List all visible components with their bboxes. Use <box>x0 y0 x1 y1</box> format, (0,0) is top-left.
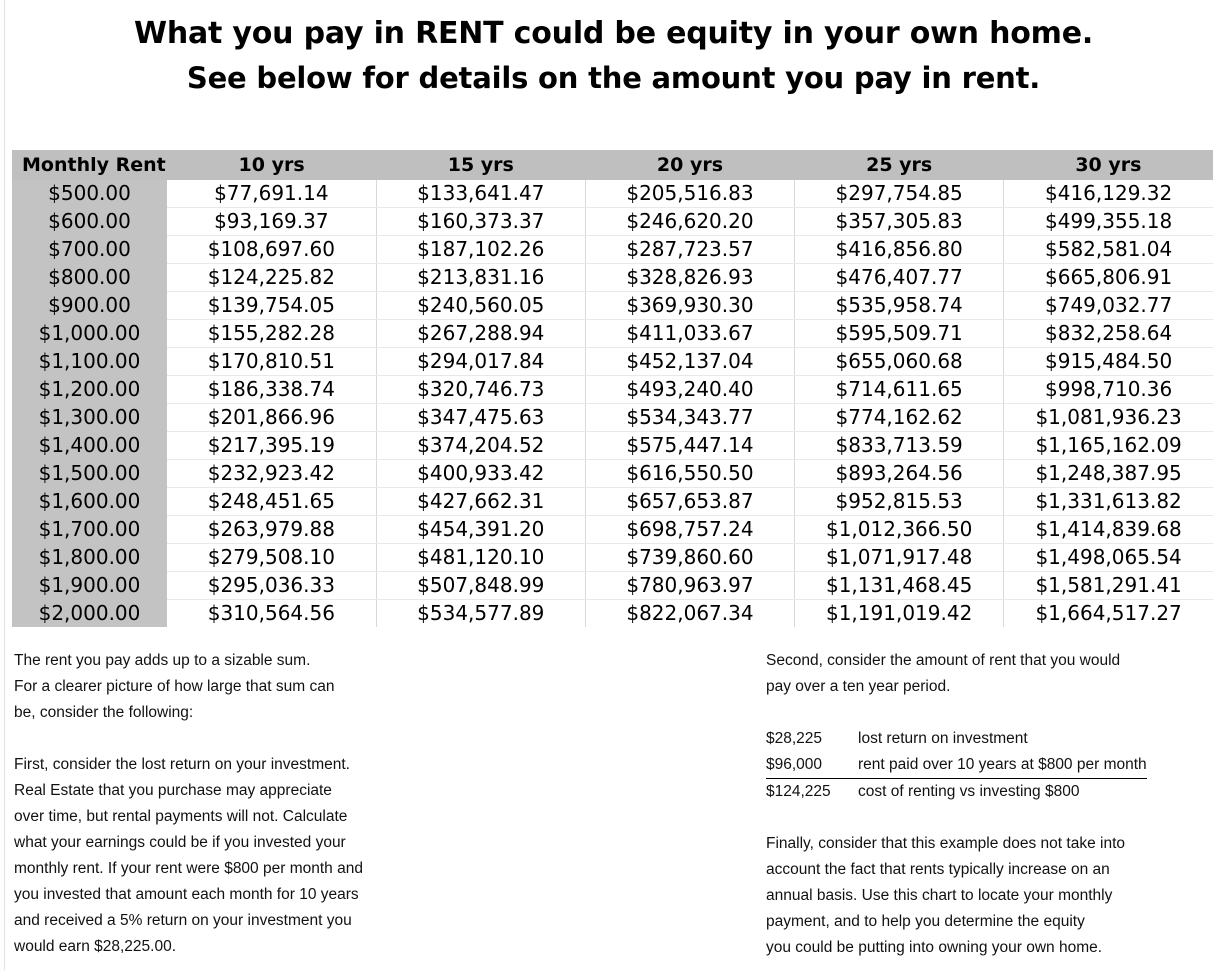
equity-value-cell: $499,355.18 <box>1004 208 1213 236</box>
left-para2-line7: and received a 5% return on your investment you <box>14 912 352 929</box>
equity-value-cell: $416,856.80 <box>795 236 1004 264</box>
equity-value-cell: $1,248,387.95 <box>1004 460 1213 488</box>
right-para2-line5: you could be putting into owning your own home. <box>766 939 1103 956</box>
equity-value-cell: $263,979.88 <box>167 516 376 544</box>
figure-amount: $124,225 <box>766 783 831 800</box>
rent-cell: $1,000.00 <box>12 320 167 348</box>
equity-value-cell: $347,475.63 <box>376 404 585 432</box>
right-paragraph-spacer-2 <box>766 805 1216 831</box>
column-header-15yrs: 15 yrs <box>376 150 585 180</box>
left-text-column <box>14 648 414 960</box>
rent-cell: $900.00 <box>12 292 167 320</box>
rent-cell: $2,000.00 <box>12 600 167 628</box>
title-line-2: See below for details on the amount you pay in rent. <box>186 61 1041 95</box>
rent-cell: $1,300.00 <box>12 404 167 432</box>
page-title <box>0 12 1227 100</box>
table-row <box>12 572 1213 600</box>
equity-value-cell: $1,071,917.48 <box>795 544 1004 572</box>
equity-value-cell: $374,204.52 <box>376 432 585 460</box>
equity-value-cell: $411,033.67 <box>585 320 794 348</box>
rent-cell: $600.00 <box>12 208 167 236</box>
right-para1-line2: pay over a ten year period. <box>766 678 951 695</box>
right-para2-line4: payment, and to help you determine the equity <box>766 913 1085 930</box>
equity-value-cell: $1,664,517.27 <box>1004 600 1213 628</box>
equity-value-cell: $93,169.37 <box>167 208 376 236</box>
table-row <box>12 264 1213 292</box>
equity-value-cell: $575,447.14 <box>585 432 794 460</box>
rent-equity-table <box>12 150 1213 627</box>
table-row <box>12 516 1213 544</box>
table-row <box>12 208 1213 236</box>
equity-value-cell: $595,509.71 <box>795 320 1004 348</box>
equity-value-cell: $833,713.59 <box>795 432 1004 460</box>
equity-value-cell: $952,815.53 <box>795 488 1004 516</box>
table-row <box>12 460 1213 488</box>
equity-value-cell: $320,746.73 <box>376 376 585 404</box>
rent-cell: $1,200.00 <box>12 376 167 404</box>
left-para2-line3: over time, but rental payments will not. Calculate <box>14 808 348 825</box>
rent-cell: $1,100.00 <box>12 348 167 376</box>
equity-value-cell: $294,017.84 <box>376 348 585 376</box>
equity-value-cell: $205,516.83 <box>585 180 794 208</box>
equity-value-cell: $476,407.77 <box>795 264 1004 292</box>
equity-value-cell: $1,131,468.45 <box>795 572 1004 600</box>
equity-value-cell: $493,240.40 <box>585 376 794 404</box>
equity-value-cell: $1,498,065.54 <box>1004 544 1213 572</box>
equity-value-cell: $279,508.10 <box>167 544 376 572</box>
equity-value-cell: $452,137.04 <box>585 348 794 376</box>
left-para2-line1: First, consider the lost return on your investment. <box>14 756 350 773</box>
left-para1-line1: The rent you pay adds up to a sizable sum. <box>14 652 311 669</box>
cost-comparison-figures <box>766 726 1147 805</box>
column-header-monthly-rent: Monthly Rent <box>12 150 167 180</box>
equity-value-cell: $534,343.77 <box>585 404 794 432</box>
rent-cell: $1,500.00 <box>12 460 167 488</box>
equity-value-cell: $1,581,291.41 <box>1004 572 1213 600</box>
figure-description: cost of renting vs investing $800 <box>858 783 1080 800</box>
equity-value-cell: $507,848.99 <box>376 572 585 600</box>
equity-value-cell: $1,414,839.68 <box>1004 516 1213 544</box>
equity-value-cell: $1,191,019.42 <box>795 600 1004 628</box>
table-row <box>12 544 1213 572</box>
equity-value-cell: $160,373.37 <box>376 208 585 236</box>
table-body <box>12 180 1213 627</box>
equity-value-cell: $369,930.30 <box>585 292 794 320</box>
rent-cell: $700.00 <box>12 236 167 264</box>
figure-row <box>766 726 1147 752</box>
equity-value-cell: $832,258.64 <box>1004 320 1213 348</box>
equity-value-cell: $893,264.56 <box>795 460 1004 488</box>
equity-value-cell: $246,620.20 <box>585 208 794 236</box>
equity-value-cell: $1,012,366.50 <box>795 516 1004 544</box>
right-para2-line3: annual basis. Use this chart to locate your monthly <box>766 887 1113 904</box>
equity-value-cell: $616,550.50 <box>585 460 794 488</box>
rent-cell: $800.00 <box>12 264 167 292</box>
page-left-rule <box>4 0 5 970</box>
equity-value-cell: $240,560.05 <box>376 292 585 320</box>
title-line-1: What you pay in RENT could be equity in your own home. <box>133 16 1094 51</box>
equity-value-cell: $310,564.56 <box>167 600 376 628</box>
rent-cell: $1,800.00 <box>12 544 167 572</box>
left-para2-line8: would earn $28,225.00. <box>14 938 177 955</box>
equity-value-cell: $582,581.04 <box>1004 236 1213 264</box>
table-row <box>12 320 1213 348</box>
left-para2-line6: you invested that amount each month for 10 years <box>14 886 359 903</box>
equity-value-cell: $124,225.82 <box>167 264 376 292</box>
left-para2-line2: Real Estate that you purchase may appreciate <box>14 782 332 799</box>
left-para-2 <box>14 752 414 960</box>
table-row <box>12 376 1213 404</box>
equity-value-cell: $287,723.57 <box>585 236 794 264</box>
equity-value-cell: $535,958.74 <box>795 292 1004 320</box>
equity-value-cell: $170,810.51 <box>167 348 376 376</box>
table-row <box>12 432 1213 460</box>
figure-row <box>766 779 1147 806</box>
equity-value-cell: $295,036.33 <box>167 572 376 600</box>
equity-value-cell: $108,697.60 <box>167 236 376 264</box>
equity-value-cell: $328,826.93 <box>585 264 794 292</box>
table-header-row <box>12 150 1213 180</box>
equity-value-cell: $454,391.20 <box>376 516 585 544</box>
equity-value-cell: $714,611.65 <box>795 376 1004 404</box>
right-paragraph-spacer-1 <box>766 700 1216 726</box>
right-para2-line1: Finally, consider that this example does not take into <box>766 835 1125 852</box>
right-para2-line2: account the fact that rents typically increase on an <box>766 861 1110 878</box>
figures-body <box>766 726 1147 805</box>
column-header-30yrs: 30 yrs <box>1004 150 1213 180</box>
equity-value-cell: $155,282.28 <box>167 320 376 348</box>
equity-value-cell: $416,129.32 <box>1004 180 1213 208</box>
table-row <box>12 600 1213 628</box>
equity-value-cell: $534,577.89 <box>376 600 585 628</box>
equity-value-cell: $1,081,936.23 <box>1004 404 1213 432</box>
equity-value-cell: $655,060.68 <box>795 348 1004 376</box>
table-row <box>12 488 1213 516</box>
equity-value-cell: $698,757.24 <box>585 516 794 544</box>
figure-amount: $28,225 <box>766 730 823 747</box>
right-para1-line1: Second, consider the amount of rent that you would <box>766 652 1121 669</box>
column-header-10yrs: 10 yrs <box>167 150 376 180</box>
equity-value-cell: $357,305.83 <box>795 208 1004 236</box>
table-row <box>12 292 1213 320</box>
left-para1-line2: For a clearer picture of how large that sum can <box>14 678 335 695</box>
figure-amount: $96,000 <box>766 752 858 779</box>
equity-value-cell: $822,067.34 <box>585 600 794 628</box>
equity-value-cell: $187,102.26 <box>376 236 585 264</box>
rent-cell: $1,900.00 <box>12 572 167 600</box>
equity-value-cell: $186,338.74 <box>167 376 376 404</box>
equity-value-cell: $1,165,162.09 <box>1004 432 1213 460</box>
column-header-25yrs: 25 yrs <box>795 150 1004 180</box>
equity-value-cell: $749,032.77 <box>1004 292 1213 320</box>
equity-value-cell: $297,754.85 <box>795 180 1004 208</box>
equity-value-cell: $77,691.14 <box>167 180 376 208</box>
table-row <box>12 348 1213 376</box>
table-row <box>12 236 1213 264</box>
left-para2-line4: what your earnings could be if you invested your <box>14 834 346 851</box>
equity-value-cell: $774,162.62 <box>795 404 1004 432</box>
equity-value-cell: $232,923.42 <box>167 460 376 488</box>
equity-value-cell: $400,933.42 <box>376 460 585 488</box>
left-para1-line3: be, consider the following: <box>14 704 194 721</box>
equity-value-cell: $133,641.47 <box>376 180 585 208</box>
equity-value-cell: $481,120.10 <box>376 544 585 572</box>
equity-value-cell: $665,806.91 <box>1004 264 1213 292</box>
equity-value-cell: $267,288.94 <box>376 320 585 348</box>
rent-equity-table-container <box>12 150 1213 627</box>
rent-cell: $1,400.00 <box>12 432 167 460</box>
equity-value-cell: $998,710.36 <box>1004 376 1213 404</box>
equity-value-cell: $657,653.87 <box>585 488 794 516</box>
equity-value-cell: $1,331,613.82 <box>1004 488 1213 516</box>
rent-cell: $500.00 <box>12 180 167 208</box>
table-row <box>12 404 1213 432</box>
equity-value-cell: $217,395.19 <box>167 432 376 460</box>
right-para-1 <box>766 648 1216 700</box>
left-para-1 <box>14 648 414 726</box>
equity-value-cell: $780,963.97 <box>585 572 794 600</box>
equity-value-cell: $213,831.16 <box>376 264 585 292</box>
left-paragraph-spacer <box>14 726 414 752</box>
figure-description: lost return on investment <box>858 730 1028 747</box>
left-para2-line5: monthly rent. If your rent were $800 per month and <box>14 860 363 877</box>
table-header <box>12 150 1213 180</box>
figure-description: rent paid over 10 years at $800 per month <box>858 752 1147 779</box>
figure-row <box>766 752 1147 779</box>
column-header-20yrs: 20 yrs <box>585 150 794 180</box>
rent-cell: $1,700.00 <box>12 516 167 544</box>
rent-cell: $1,600.00 <box>12 488 167 516</box>
equity-value-cell: $248,451.65 <box>167 488 376 516</box>
equity-value-cell: $139,754.05 <box>167 292 376 320</box>
equity-value-cell: $201,866.96 <box>167 404 376 432</box>
equity-value-cell: $915,484.50 <box>1004 348 1213 376</box>
right-text-column <box>766 648 1216 961</box>
right-para-2 <box>766 831 1216 961</box>
table-row <box>12 180 1213 208</box>
equity-value-cell: $427,662.31 <box>376 488 585 516</box>
equity-value-cell: $739,860.60 <box>585 544 794 572</box>
